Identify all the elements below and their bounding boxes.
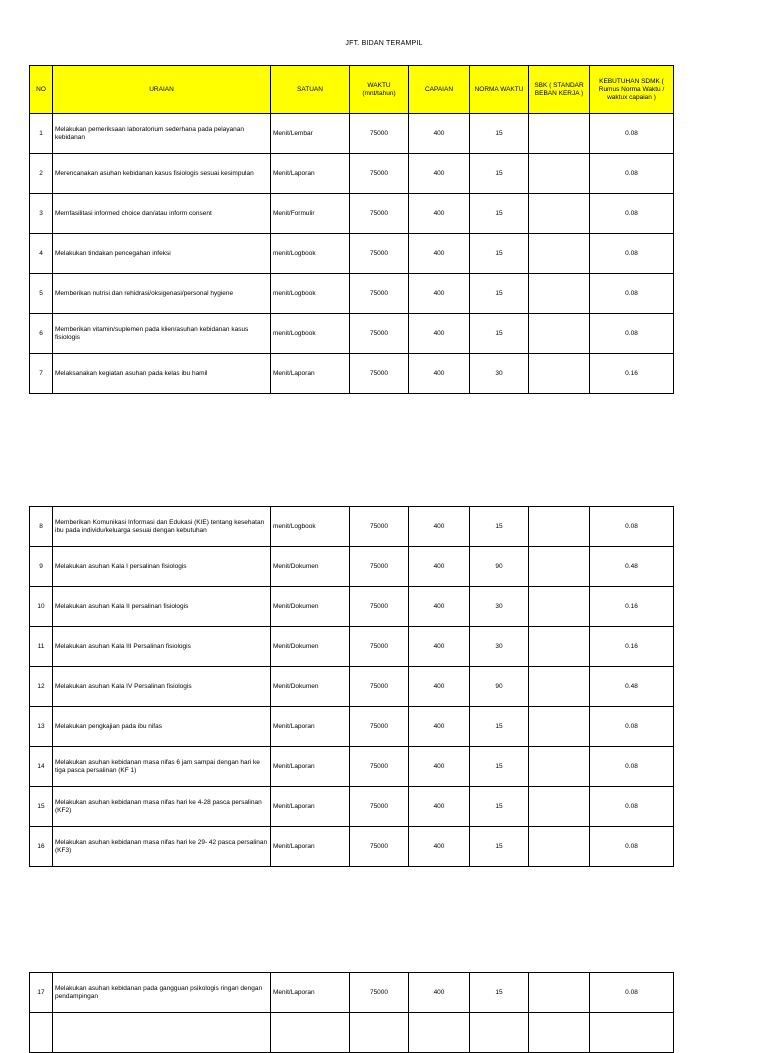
cell-sbk [529, 627, 590, 667]
cell-no: 3 [30, 194, 53, 234]
cell-capaian: 400 [409, 787, 470, 827]
header-norma-waktu: NORMA WAKTU [470, 66, 529, 114]
cell-capaian: 400 [409, 547, 470, 587]
cell-sbk [529, 547, 590, 587]
table-row [30, 973, 674, 1013]
table-row [30, 587, 674, 627]
cell-capaian: 400 [409, 354, 470, 394]
cell-kebutuhan: 0.08 [590, 787, 674, 827]
cell-satuan: Menit/Dokumen [271, 547, 350, 587]
cell-satuan: Menit/Dokumen [271, 667, 350, 707]
table-row [30, 667, 674, 707]
cell-waktu: 75000 [350, 627, 409, 667]
cell-norma-waktu: 15 [470, 827, 529, 867]
cell-norma-waktu: 15 [470, 747, 529, 787]
table-row [30, 154, 674, 194]
cell-sbk [529, 234, 590, 274]
cell-kebutuhan: 0.08 [590, 114, 674, 154]
cell-uraian: Melakukan pemeriksaan laboratorium sederhana pada pelayanan kebidanan [53, 114, 271, 154]
cell-capaian: 400 [409, 154, 470, 194]
cell-no: 8 [30, 507, 53, 547]
table-row [30, 747, 674, 787]
cell-waktu: 75000 [350, 787, 409, 827]
cell-sbk [529, 1013, 590, 1053]
cell-capaian: 400 [409, 707, 470, 747]
cell-norma-waktu: 30 [470, 587, 529, 627]
cell-no: 16 [30, 827, 53, 867]
cell-norma-waktu: 15 [470, 154, 529, 194]
cell-no: 2 [30, 154, 53, 194]
cell-waktu: 75000 [350, 234, 409, 274]
cell-norma-waktu: 15 [470, 507, 529, 547]
cell-capaian: 400 [409, 507, 470, 547]
cell-no: 11 [30, 627, 53, 667]
workload-table-page-1 [29, 65, 674, 394]
cell-waktu: 75000 [350, 827, 409, 867]
cell-capaian: 400 [409, 747, 470, 787]
table-row [30, 507, 674, 547]
cell-kebutuhan: 0.08 [590, 194, 674, 234]
cell-kebutuhan: 0.08 [590, 747, 674, 787]
cell-capaian: 400 [409, 667, 470, 707]
cell-satuan: Menit/Dokumen [271, 587, 350, 627]
cell-kebutuhan: 0.16 [590, 627, 674, 667]
header-waktu: WAKTU (mnt/tahun) [350, 66, 409, 114]
cell-no: 1 [30, 114, 53, 154]
cell-sbk [529, 973, 590, 1013]
cell-uraian: Melakukan asuhan kebidanan masa nifas hari ke 29- 42 pasca persalinan (KF3) [53, 827, 271, 867]
cell-sbk [529, 707, 590, 747]
cell-waktu: 75000 [350, 587, 409, 627]
cell-no [30, 1013, 53, 1053]
cell-uraian: Melaksanakan kegiatan asuhan pada kelas ibu hamil [53, 354, 271, 394]
table-row [30, 114, 674, 154]
cell-kebutuhan: 0.16 [590, 354, 674, 394]
cell-norma-waktu: 15 [470, 114, 529, 154]
table-row [30, 274, 674, 314]
cell-uraian: Memberikan Komunikasi Informasi dan Edukasi (KIE) tentang kesehatan ibu pada individu/keluarga sesuai dengan kebutuhan [53, 507, 271, 547]
cell-norma-waktu: 30 [470, 354, 529, 394]
table-row-partial [30, 1013, 674, 1053]
cell-kebutuhan: 0.08 [590, 707, 674, 747]
cell-norma-waktu: 15 [470, 973, 529, 1013]
cell-kebutuhan: 0.08 [590, 973, 674, 1013]
cell-kebutuhan: 0.08 [590, 154, 674, 194]
cell-waktu: 75000 [350, 507, 409, 547]
cell-uraian: Melakukan asuhan Kala III Persalinan fisiologis [53, 627, 271, 667]
table-row [30, 627, 674, 667]
cell-no: 7 [30, 354, 53, 394]
cell-sbk [529, 154, 590, 194]
cell-satuan [271, 1013, 350, 1053]
cell-kebutuhan: 0.08 [590, 314, 674, 354]
header-satuan: SATUAN [271, 66, 350, 114]
cell-waktu: 75000 [350, 354, 409, 394]
cell-no: 15 [30, 787, 53, 827]
cell-uraian: Melakukan pengkajian pada ibu nifas [53, 707, 271, 747]
cell-norma-waktu: 15 [470, 274, 529, 314]
cell-sbk [529, 274, 590, 314]
table-row [30, 314, 674, 354]
cell-no: 10 [30, 587, 53, 627]
cell-norma-waktu: 15 [470, 314, 529, 354]
cell-capaian: 400 [409, 827, 470, 867]
cell-sbk [529, 314, 590, 354]
cell-norma-waktu: 30 [470, 627, 529, 667]
cell-waktu [350, 1013, 409, 1053]
cell-satuan: menit/Logbook [271, 234, 350, 274]
cell-sbk [529, 507, 590, 547]
header-capaian: CAPAIAN [409, 66, 470, 114]
cell-satuan: menit/Logbook [271, 507, 350, 547]
cell-capaian: 400 [409, 274, 470, 314]
workload-table-page-2 [29, 506, 674, 867]
cell-kebutuhan: 0.08 [590, 507, 674, 547]
cell-uraian: Melakukan asuhan kebidanan masa nifas 6 jam sampai dengan hari ke tiga pasca persalinan (KF 1) [53, 747, 271, 787]
cell-norma-waktu: 90 [470, 667, 529, 707]
cell-capaian: 400 [409, 114, 470, 154]
cell-no: 6 [30, 314, 53, 354]
header-kebutuhan: KEBUTUHAN SDMK ( Rumus Norma Waktu / waktux capaian ) [590, 66, 674, 114]
cell-no: 12 [30, 667, 53, 707]
cell-satuan: menit/Logbook [271, 314, 350, 354]
cell-sbk [529, 667, 590, 707]
cell-uraian: Melakukan asuhan kebidanan masa nifas hari ke 4-28 pasca persalinan (KF2) [53, 787, 271, 827]
cell-satuan: Menit/Laporan [271, 787, 350, 827]
cell-norma-waktu: 15 [470, 234, 529, 274]
cell-norma-waktu: 90 [470, 547, 529, 587]
cell-no: 14 [30, 747, 53, 787]
cell-capaian [409, 1013, 470, 1053]
cell-uraian: Melakukan asuhan kebidanan pada gangguan psikologis ringan dengan pendampingan [53, 973, 271, 1013]
header-sbk: SBK ( STANDAR BEBAN KERJA ) [529, 66, 590, 114]
cell-satuan: Menit/Laporan [271, 827, 350, 867]
cell-kebutuhan: 0.16 [590, 587, 674, 627]
cell-uraian: Memfasilitasi informed choice dan/atau inform consent [53, 194, 271, 234]
cell-norma-waktu [470, 1013, 529, 1053]
page-title: JFT. BIDAN TERAMPIL [345, 40, 423, 47]
cell-kebutuhan: 0.48 [590, 547, 674, 587]
table-header-row [30, 66, 674, 114]
cell-sbk [529, 194, 590, 234]
cell-waktu: 75000 [350, 314, 409, 354]
cell-satuan: Menit/Lembar [271, 114, 350, 154]
cell-kebutuhan [590, 1013, 674, 1053]
cell-no: 4 [30, 234, 53, 274]
cell-kebutuhan: 0.08 [590, 234, 674, 274]
cell-capaian: 400 [409, 627, 470, 667]
cell-uraian: Melakukan asuhan Kala IV Persalinan fisiologis [53, 667, 271, 707]
cell-capaian: 400 [409, 314, 470, 354]
cell-waktu: 75000 [350, 547, 409, 587]
cell-satuan: Menit/Dokumen [271, 627, 350, 667]
cell-uraian: Melakukan asuhan Kala II persalinan fisiologis [53, 587, 271, 627]
cell-sbk [529, 354, 590, 394]
cell-waktu: 75000 [350, 707, 409, 747]
cell-norma-waktu: 15 [470, 707, 529, 747]
cell-sbk [529, 114, 590, 154]
cell-kebutuhan: 0.08 [590, 827, 674, 867]
cell-sbk [529, 747, 590, 787]
cell-sbk [529, 587, 590, 627]
cell-satuan: Menit/Laporan [271, 747, 350, 787]
header-uraian: URAIAN [53, 66, 271, 114]
cell-kebutuhan: 0.48 [590, 667, 674, 707]
cell-uraian: Melakukan tindakan pencegahan infeksi [53, 234, 271, 274]
cell-sbk [529, 827, 590, 867]
cell-satuan: Menit/Laporan [271, 354, 350, 394]
table-row [30, 354, 674, 394]
cell-uraian: Memberikan nutrisi dan rehidrasi/oksigenasi/personal hygiene [53, 274, 271, 314]
table-row [30, 547, 674, 587]
header-no: NO [30, 66, 53, 114]
cell-waktu: 75000 [350, 667, 409, 707]
cell-no: 13 [30, 707, 53, 747]
table-row [30, 827, 674, 867]
cell-satuan: menit/Logbook [271, 274, 350, 314]
cell-no: 17 [30, 973, 53, 1013]
cell-no: 9 [30, 547, 53, 587]
cell-capaian: 400 [409, 587, 470, 627]
cell-waktu: 75000 [350, 154, 409, 194]
cell-waktu: 75000 [350, 274, 409, 314]
cell-uraian: Melakukan asuhan Kala I persalinan fisiologis [53, 547, 271, 587]
cell-capaian: 400 [409, 194, 470, 234]
cell-uraian: Merencanakan asuhan kebidanan kasus fisiologis sesuai kesimpulan [53, 154, 271, 194]
table-row [30, 707, 674, 747]
cell-satuan: Menit/Laporan [271, 973, 350, 1013]
table-row [30, 194, 674, 234]
cell-waktu: 75000 [350, 114, 409, 154]
cell-satuan: Menit/Formulir [271, 194, 350, 234]
cell-capaian: 400 [409, 973, 470, 1013]
cell-satuan: Menit/Laporan [271, 154, 350, 194]
table-row [30, 234, 674, 274]
cell-waktu: 75000 [350, 973, 409, 1013]
cell-capaian: 400 [409, 234, 470, 274]
table-row [30, 787, 674, 827]
cell-waktu: 75000 [350, 194, 409, 234]
cell-waktu: 75000 [350, 747, 409, 787]
cell-kebutuhan: 0.08 [590, 274, 674, 314]
cell-no: 5 [30, 274, 53, 314]
cell-uraian [53, 1013, 271, 1053]
workload-table-page-3 [29, 972, 674, 1053]
cell-norma-waktu: 15 [470, 194, 529, 234]
cell-norma-waktu: 15 [470, 787, 529, 827]
cell-uraian: Memberikan vitamin/suplemen pada klien/asuhan kebidanan kasus fisiologis [53, 314, 271, 354]
cell-satuan: Menit/Laporan [271, 707, 350, 747]
cell-sbk [529, 787, 590, 827]
